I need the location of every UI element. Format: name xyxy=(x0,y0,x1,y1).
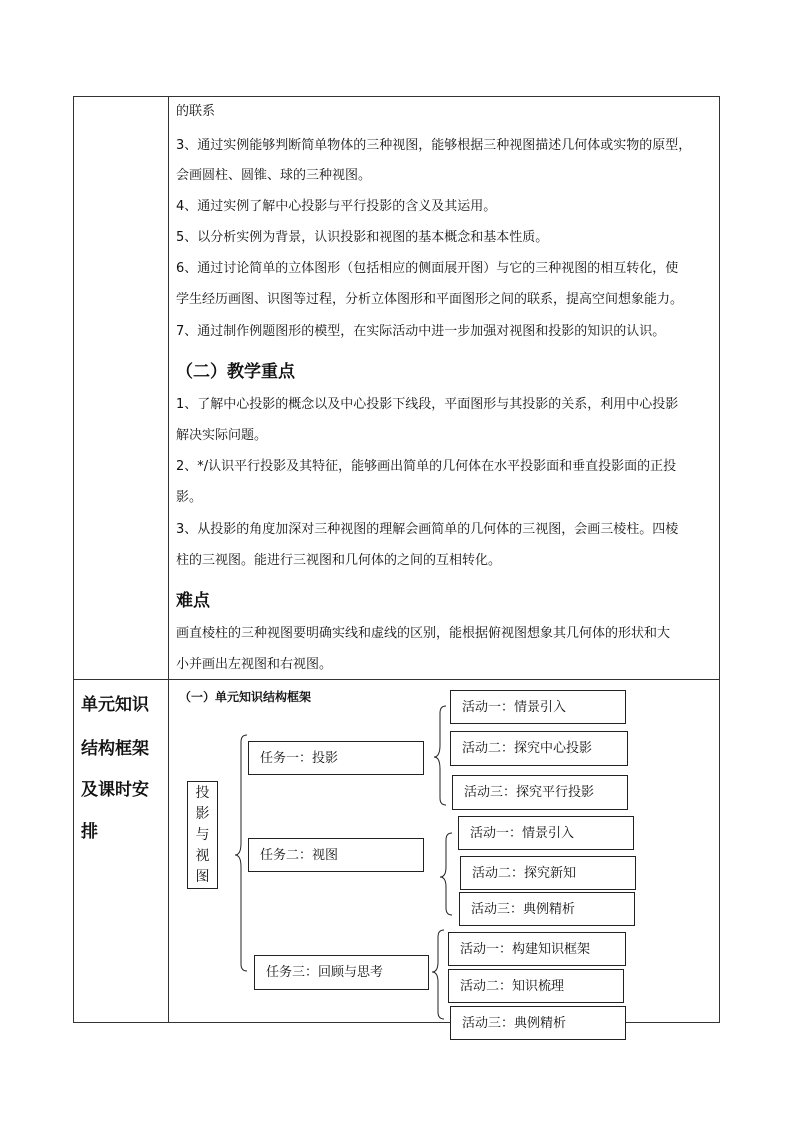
difficulty-line: 画直棱柱的三种视图要明确实线和虚线的区别，能根据俯视图想象其几何体的形状和大 xyxy=(176,626,671,641)
task-box: 任务三：回顾与思考 xyxy=(254,955,429,990)
framework-root xyxy=(187,781,218,889)
activity-box: 活动一：情景引入 xyxy=(450,690,626,724)
framework-title: （一）单元知识结构框架 xyxy=(179,690,312,704)
difficulty-line: 小并画出左视图和右视图。 xyxy=(176,657,333,672)
root-char: 影 xyxy=(195,805,210,822)
task-box: 任务二：视图 xyxy=(248,838,424,872)
key-point-line: 2、*/认识平行投影及其特征，能够画出简单的几何体在水平投影面和垂直投影面的正投 xyxy=(176,459,677,474)
side-label-line: 排 xyxy=(81,822,98,842)
objective-line: 的联系 xyxy=(176,104,216,119)
activity-box: 活动二：知识梳理 xyxy=(448,969,624,1003)
side-label-line: 结构框架 xyxy=(81,739,149,759)
activity-box: 活动一：构建知识框架 xyxy=(448,932,626,966)
task-box: 任务一：投影 xyxy=(248,741,424,775)
objective-line: 学生经历画图、识图等过程，分析立体图形和平面图形之间的联系，提高空间想象能力。 xyxy=(176,292,684,307)
key-points-heading: （二）教学重点 xyxy=(176,362,295,382)
objective-line: 会画圆柱、圆锥、球的三种视图。 xyxy=(176,168,372,183)
activity-box: 活动二：探究中心投影 xyxy=(450,731,628,766)
side-label-line: 及课时安 xyxy=(81,780,149,800)
objective-line: 5、以分析实例为背景，认识投影和视图的基本概念和基本性质。 xyxy=(176,230,549,245)
key-point-line: 解决实际问题。 xyxy=(176,428,268,443)
side-label-line: 单元知识 xyxy=(81,695,149,715)
root-char: 视 xyxy=(195,847,210,864)
objective-line: 3、通过实例能够判断简单物体的三种视图，能够根据三种视图描述几何体或实物的原型， xyxy=(176,138,692,153)
activity-box: 活动三：探究平行投影 xyxy=(452,775,628,810)
root-char: 投 xyxy=(195,784,210,801)
objective-line: 4、通过实例了解中心投影与平行投影的含义及其运用。 xyxy=(176,199,497,214)
key-point-line: 1、了解中心投影的概念以及中心投影下线段，平面图形与其投影的关系，利用中心投影 xyxy=(176,397,679,412)
activity-box: 活动三：典例精析 xyxy=(459,892,635,926)
key-point-line: 柱的三视图。能进行三视图和几何体的之间的互相转化。 xyxy=(176,553,502,568)
objective-line: 7、通过制作例题图形的模型，在实际活动中进一步加强对视图和投影的知识的认识。 xyxy=(176,324,666,339)
key-point-line: 3、从投影的角度加深对三种视图的理解会画简单的几何体的三视图，会画三棱柱。四棱 xyxy=(176,522,679,537)
key-point-line: 影。 xyxy=(176,490,203,505)
table-column-divider xyxy=(168,96,169,1023)
activity-box: 活动三：典例精析 xyxy=(450,1006,626,1040)
table-row-divider xyxy=(73,679,720,680)
root-char: 与 xyxy=(195,826,210,843)
activity-box: 活动一：情景引入 xyxy=(458,816,634,850)
difficulty-heading: 难点 xyxy=(176,591,210,611)
objective-line: 6、通过讨论简单的立体图形（包括相应的侧面展开图）与它的三种视图的相互转化，使 xyxy=(176,261,679,276)
root-char: 图 xyxy=(195,868,210,885)
activity-box: 活动二：探究新知 xyxy=(460,856,636,890)
